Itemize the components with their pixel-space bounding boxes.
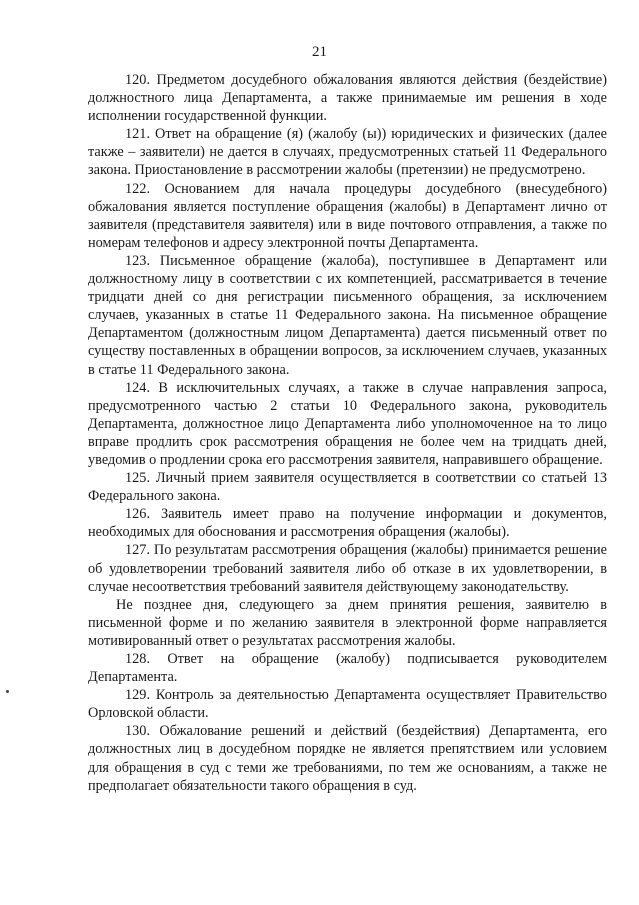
paragraph-130: 130. Обжалование решений и действий (бездействия) Департамента, его должностных лиц в досудебном порядке не является препятствием или условием для обращения в суд с теми же требованиями, по тем же основаниям, а также не предполагает обязательности такого обращения в суд. [88, 723, 607, 794]
paragraph-125: 125. Личный прием заявителя осуществляется в соответствии со статьей 13 Федерального закона. [88, 470, 607, 505]
scan-speck [6, 690, 9, 693]
page-number: 21 [312, 44, 327, 60]
paragraph-123: 123. Письменное обращение (жалоба), поступившее в Департамент или должностному лицу в соответствии с их компетенцией, рассматривается в течение тридцати дней со дня регистрации письменного обращения, за исключением случаев, указанных в статье 11 Федерального закона. На письменное обращение Департаментом (должностным лицом Департамента) дается письменный ответ по существу поставленных в обращении вопросов, за исключением случаев, указанных в статье 11 Федерального закона. [88, 252, 607, 378]
paragraph-120: 120. Предметом досудебного обжалования являются действия (бездействие) должностного лица Департамента, а также принимаемые им решения в ходе исполнении государственной функции. [88, 72, 607, 125]
paragraph-121: 121. Ответ на обращение (я) (жалобу (ы)) юридических и физических (далее также – заявители) не дается в случаях, предусмотренных статьей 11 Федерального закона. Приостановление в рассмотрении жалобы (претензии) не предусмотрено. [88, 126, 607, 179]
document-body [88, 71, 607, 795]
paragraph-124: 124. В исключительных случаях, а также в случае направления запроса, предусмотренного частью 2 статьи 10 Федерального закона, руководитель Департамента, должностное лицо Департамента либо уполномоченное на то лицо вправе продлить срок рассмотрения обращения не более чем на тридцать дней, уведомив о продлении срока его рассмотрения заявителя, направившего обращение. [88, 379, 607, 468]
paragraph-126: 126. Заявитель имеет право на получение информации и документов, необходимых для обоснования и рассмотрения обращения (жалобы). [88, 506, 607, 541]
paragraph-129: 129. Контроль за деятельностью Департамента осуществляет Правительство Орловской области. [88, 687, 607, 722]
paragraph-122: 122. Основанием для начала процедуры досудебного (внесудебного) обжалования является поступление обращения (жалобы) в Департамент лично от заявителя (представителя заявителя) или в виде почтового отправления, а также по номерам телефонов и адресу электронной почты Департамента. [88, 180, 607, 251]
paragraph-127-continuation: Не позднее дня, следующего за днем принятия решения, заявителю в письменной форме и по желанию заявителя в электронной форме направляется мотивированный ответ о результатах рассмотрения жалобы. [88, 596, 607, 649]
paragraph-128: 128. Ответ на обращение (жалобу) подписывается руководителем Департамента. [88, 651, 607, 686]
paragraph-127: 127. По результатам рассмотрения обращения (жалобы) принимается решение об удовлетворении требований заявителя либо об отказе в их удовлетворении, в случае несоответствия требований заявителя действующему законодательству. [88, 542, 607, 595]
